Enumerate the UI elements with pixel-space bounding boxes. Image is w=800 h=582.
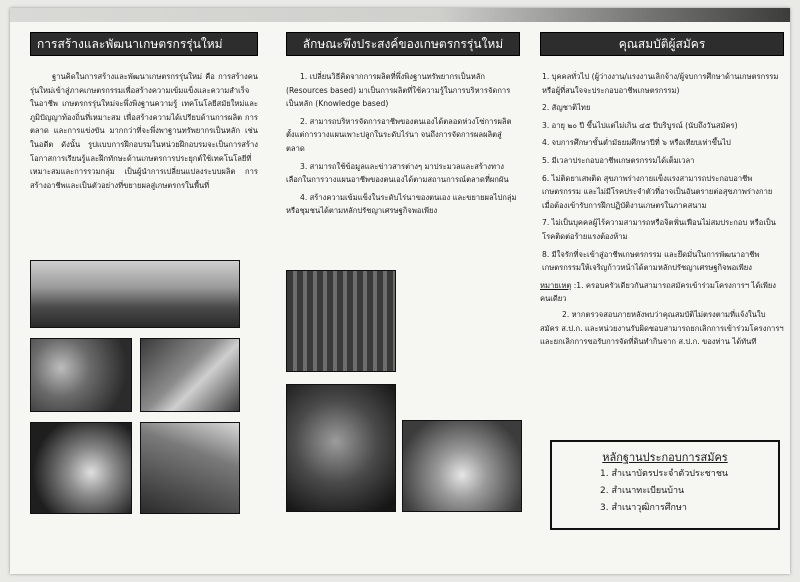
- column1-paragraph: ฐานคิดในการสร้างและพัฒนาเกษตรกรรุ่นใหม่ คือ การสร้างคนรุ่นใหม่เข้าสู่ภาคเกษตรกรรมเพื่อสร้างความเข้มแข็งและความสำเร็จในอาชีพ เกษตรกรรุ่นใหม่จะพึ่งพิงฐานความรู้ เทคโนโลยีสมัยใหม่และภูมิปัญญาท้องถิ่นที่เหมาะสม เพื่อสร้างความได้เปรียบด้านการผลิต การตลาด และการแข่งขัน มากกว่าที่จะพึ่งพาฐานทรัพยากรเป็นหลัก เช่นในอดีต ดังนั้น รูปแบบการฝึกอบรมในหน่วยฝึกอบรมจะเป็นการสร้างโอกาสการเรียนรู้และฝึกทักษะด้านเกษตรการประยุกต์ใช้เทคโนโลยีที่เหมาะสมและการรวมกลุ่ม เป็นผู้นำการเปลี่ยนแปลงระบบผลิต การสร้างอาชีพและเป็นตัวอย่างที่ขยายผลสู่เกษตรกรในพื้นที่: [30, 72, 258, 190]
- photo-seedlings: [30, 338, 132, 412]
- photo-chickens: [402, 420, 522, 512]
- note-label: หมายเหตุ: [540, 280, 572, 290]
- evidence-item: 3. สำเนาวุฒิการศึกษา: [600, 503, 687, 513]
- evidence-item: 2. สำเนาทะเบียนบ้าน: [600, 486, 685, 496]
- photo-field-trainees: [140, 338, 240, 412]
- photo-poultry-house: [286, 270, 396, 372]
- evidence-item: 1. สำเนาบัตรประจำตัวประชาชน: [600, 469, 729, 479]
- qualification-item: 1. บุคคลทั่วไป (ผู้ว่างงาน/แรงงานเลิกจ้าง/ผู้จบการศึกษาด้านเกษตรกรรมหรือผู้ที่สนใจจะประกอบอาชีพเกษตรกรรม): [542, 72, 779, 95]
- photo-plant-care: [30, 422, 132, 514]
- brochure-page: [10, 8, 790, 574]
- qualification-item: 7. ไม่เป็นบุคคลผู้ไร้ความสามารถหรือจิตฟั่นเฟือนไม่สมประกอบ หรือเป็นโรคติดต่อร้ายแรงต้องห้าม: [542, 218, 776, 241]
- characteristic-item: 2. สามารถบริหารจัดการอาชีพของตนเองได้ตลอดห่วงโซ่การผลิต ตั้งแต่การวางแผนเพาะปลูกในระดับไร่นา จนถึงการจัดการผลผลิตสู่ตลาด: [286, 116, 512, 153]
- evidence-title: หลักฐานประกอบการสมัคร: [602, 451, 728, 464]
- note-2: 2. หากตรวจสอบภายหลังพบว่าคุณสมบัติไม่ตรงตามที่แจ้งในใบสมัคร ส.ป.ก. และหน่วยงานรับผิดชอบสามารถยกเลิกการเข้าร่วมโครงการฯ และยกเลิกการขอรับการจัดที่ดินทำกินจาก ส.ป.ก. ของท่าน ได้ทันที: [540, 309, 784, 347]
- qualifications-list: [540, 70, 784, 275]
- note-1: [540, 279, 784, 306]
- scan-shadow-strip: [10, 8, 790, 22]
- photo-farm-work-group: [30, 260, 240, 328]
- qualification-item: 8. มีใจรักที่จะเข้าสู่อาชีพเกษตรกรรม และยึดมั่นในการพัฒนาอาชีพเกษตรกรรมให้เจริญก้าวหน้าได้ตามหลักปรัชญาเศรษฐกิจพอเพียง: [542, 249, 760, 273]
- column1-heading: การสร้างและพัฒนาเกษตรกรรุ่นใหม่: [30, 32, 258, 56]
- characteristics-list: [286, 70, 520, 218]
- qualification-item: 2. สัญชาติไทย: [542, 103, 591, 113]
- characteristic-item: 4. สร้างความเข้มแข็งในระดับไร่นาของตนเอง และขยายผลไปกลุ่มหรือชุมชนได้ตามหลักปรัชญาเศรษฐกิจพอเพียง: [286, 192, 517, 216]
- column2-heading: ลักษณะพึงประสงค์ของเกษตรกรรุ่นใหม่: [286, 32, 520, 56]
- column-desired-characteristics: [286, 32, 520, 222]
- column-new-farmer-development: [30, 32, 258, 192]
- application-evidence-box: [550, 440, 780, 530]
- column-applicant-qualifications: [540, 32, 784, 349]
- photo-vegetable-garden: [140, 422, 240, 514]
- characteristic-item: 1. เปลี่ยนวิธีคิดจากการผลิตที่พึ่งพิงฐานทรัพยากรเป็นหลัก (Resources based) มาเป็นการผลิตที่ใช้ความรู้ในการบริหารจัดการเป็นหลัก (Knowledge based): [286, 72, 511, 109]
- characteristic-item: 3. สามารถใช้ข้อมูลและข่าวสารต่างๆ มาประมวลและสร้างทางเลือกในการวางแผนอาชีพของตนเองได้ตามสถานการณ์ตลาดที่ผกผัน: [286, 161, 509, 185]
- column3-heading: คุณสมบัติผู้สมัคร: [540, 32, 784, 56]
- qualification-item: 4. จบการศึกษาขั้นต่ำมัธยมศึกษาปีที่ ๖ หรือเทียบเท่าขึ้นไป: [542, 138, 731, 148]
- qualification-item: 6. ไม่ติดยาเสพติด สุขภาพร่างกายแข็งแรงสามารถประกอบอาชีพเกษตรกรรม และไม่มีโรคประจำตัวที่อาจเป็นอันตรายต่อสุขภาพร่างกาย เมื่อต้องเข้ารับการฝึกปฏิบัติงานเกษตรในภาคสนาม: [542, 173, 773, 210]
- photo-trainee-harvest: [286, 384, 396, 512]
- note-1-text: :1. ครอบครัวเดียวกันสามารถสมัครเข้าร่วมโครงการฯ ได้เพียงคนเดียว: [540, 280, 777, 304]
- qualification-item: 5. มีเวลาประกอบอาชีพเกษตรกรรมได้เต็มเวลา: [542, 155, 695, 165]
- qualification-item: 3. อายุ ๒๐ ปี ขึ้นไปแต่ไม่เกิน ๔๕ ปีบริบูรณ์ (นับถึงวันสมัคร): [542, 120, 738, 130]
